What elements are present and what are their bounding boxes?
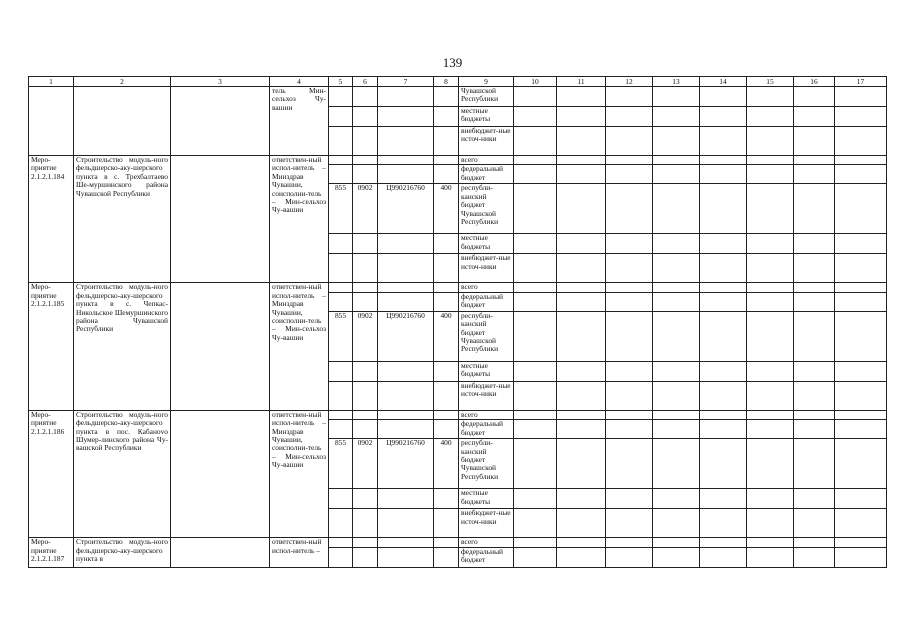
- value-cell: [514, 509, 557, 538]
- source-cell: местные бюджеты: [459, 234, 514, 254]
- source-cell: внебюджет-ные источ-ники: [459, 509, 514, 538]
- value-cell: [747, 283, 794, 292]
- value-cell: [557, 547, 606, 567]
- table-row: [29, 538, 887, 547]
- value-cell: [835, 156, 887, 165]
- value-cell: [700, 410, 747, 419]
- rzpr-cell: 0902: [353, 311, 378, 361]
- rzpr-cell: [353, 547, 378, 567]
- value-cell: [700, 254, 747, 283]
- value-cell: [835, 538, 887, 547]
- value-cell: [653, 165, 700, 184]
- source-cell: федеральный бюджет: [459, 292, 514, 311]
- value-cell: [747, 439, 794, 489]
- rzpr-cell: [353, 234, 378, 254]
- value-cell: [653, 489, 700, 509]
- rzpr-cell: 0902: [353, 439, 378, 489]
- value-cell: [835, 439, 887, 489]
- value-cell: [557, 489, 606, 509]
- col-header: 8: [434, 77, 459, 87]
- value-cell: [794, 509, 835, 538]
- csr-cell: [378, 292, 434, 311]
- source-cell: всего: [459, 283, 514, 292]
- value-cell: [794, 292, 835, 311]
- value-cell: [835, 381, 887, 410]
- rzpr-cell: [353, 509, 378, 538]
- value-cell: [794, 439, 835, 489]
- header-row: [29, 77, 887, 87]
- value-cell: [747, 184, 794, 234]
- col-header: 7: [378, 77, 434, 87]
- value-cell: [835, 420, 887, 439]
- value-cell: [514, 292, 557, 311]
- value-cell: [747, 509, 794, 538]
- col-header: 16: [794, 77, 835, 87]
- value-cell: [794, 381, 835, 410]
- vr-cell: [434, 234, 459, 254]
- value-cell: [835, 184, 887, 234]
- measure-name-cell: [74, 87, 171, 156]
- value-cell: [835, 509, 887, 538]
- value-cell: [557, 156, 606, 165]
- value-cell: [794, 165, 835, 184]
- value-cell: [514, 165, 557, 184]
- value-cell: [606, 311, 653, 361]
- value-cell: [557, 381, 606, 410]
- csr-cell: Ц990216760: [378, 439, 434, 489]
- value-cell: [700, 165, 747, 184]
- csr-cell: [378, 165, 434, 184]
- value-cell: [700, 547, 747, 567]
- rzpr-cell: [353, 292, 378, 311]
- col-header: 13: [653, 77, 700, 87]
- measure-name-cell: Строительство модуль-ного фельдшерско-аку-шерского пункта в: [74, 538, 171, 567]
- grbs-cell: [329, 381, 353, 410]
- col-header: 10: [514, 77, 557, 87]
- vr-cell: [434, 410, 459, 419]
- rzpr-cell: [353, 165, 378, 184]
- value-cell: [557, 361, 606, 381]
- col-header: 12: [606, 77, 653, 87]
- grbs-cell: [329, 254, 353, 283]
- value-cell: [557, 234, 606, 254]
- rzpr-cell: [353, 489, 378, 509]
- value-cell: [606, 234, 653, 254]
- value-cell: [653, 292, 700, 311]
- value-cell: [606, 381, 653, 410]
- value-cell: [557, 283, 606, 292]
- col3-cell: [171, 410, 270, 537]
- measure-name-cell: Строительство модуль-ного фельдшерско-аку-шерского пункта в с. Трехбалтаево Ше-муршинского района Чувашской Республики: [74, 156, 171, 283]
- responsible-cell: ответствен-ный испол-нитель – Минздрав Чувашии, соисполни-тель – Мин-сельхоз Чу-вашии: [270, 156, 329, 283]
- responsible-cell: тель Мин-сельхоз Чу-вашии: [270, 87, 329, 156]
- vr-cell: [434, 381, 459, 410]
- csr-cell: [378, 547, 434, 567]
- grbs-cell: [329, 509, 353, 538]
- value-cell: [514, 547, 557, 567]
- grbs-cell: 855: [329, 311, 353, 361]
- value-cell: [747, 489, 794, 509]
- value-cell: [653, 509, 700, 538]
- value-cell: [653, 538, 700, 547]
- col-header: 11: [557, 77, 606, 87]
- col-header: 14: [700, 77, 747, 87]
- value-cell: [794, 234, 835, 254]
- csr-cell: Ц990216760: [378, 184, 434, 234]
- col-header: 4: [270, 77, 329, 87]
- source-cell: республи-канский бюджет Чувашской Республики: [459, 439, 514, 489]
- value-cell: [606, 254, 653, 283]
- value-cell: [606, 292, 653, 311]
- grbs-cell: [329, 489, 353, 509]
- value-cell: [557, 410, 606, 419]
- value-cell: [514, 439, 557, 489]
- vr-cell: [434, 254, 459, 283]
- value-cell: [700, 234, 747, 254]
- value-cell: [653, 156, 700, 165]
- vr-cell: [434, 489, 459, 509]
- value-cell: [747, 254, 794, 283]
- value-cell: [747, 410, 794, 419]
- value-cell: [700, 292, 747, 311]
- value-cell: [747, 381, 794, 410]
- budget-table: [28, 76, 887, 568]
- source-cell: внебюджет-ные источ-ники: [459, 254, 514, 283]
- col3-cell: [171, 156, 270, 283]
- rzpr-cell: [353, 420, 378, 439]
- rzpr-cell: [353, 381, 378, 410]
- grbs-cell: [329, 234, 353, 254]
- vr-cell: [434, 509, 459, 538]
- responsible-cell: ответствен-ный испол-нитель – Минздрав Чувашии, соисполни-тель – Мин-сельхоз Чу-вашии: [270, 283, 329, 410]
- value-cell: [700, 489, 747, 509]
- value-cell: [700, 509, 747, 538]
- grbs-cell: 855: [329, 184, 353, 234]
- value-cell: [747, 234, 794, 254]
- grbs-cell: [329, 410, 353, 419]
- value-cell: [557, 538, 606, 547]
- col-header: 2: [74, 77, 171, 87]
- value-cell: [747, 420, 794, 439]
- source-cell: всего: [459, 410, 514, 419]
- responsible-cell: ответствен-ный испол-нитель – Минздрав Чувашии, соисполни-тель – Мин-сельхоз Чу-вашии: [270, 410, 329, 537]
- value-cell: [794, 538, 835, 547]
- grbs-cell: [329, 292, 353, 311]
- value-cell: [747, 547, 794, 567]
- csr-cell: [378, 234, 434, 254]
- value-cell: [514, 311, 557, 361]
- value-cell: [606, 538, 653, 547]
- value-cell: [514, 283, 557, 292]
- source-cell: федеральный бюджет: [459, 165, 514, 184]
- value-cell: [606, 439, 653, 489]
- value-cell: [514, 361, 557, 381]
- vr-cell: 400: [434, 439, 459, 489]
- csr-cell: [378, 410, 434, 419]
- value-cell: [514, 156, 557, 165]
- rzpr-cell: [353, 538, 378, 547]
- csr-cell: [378, 538, 434, 547]
- source-cell: всего: [459, 156, 514, 165]
- value-cell: [700, 361, 747, 381]
- value-cell: [606, 165, 653, 184]
- value-cell: [835, 547, 887, 567]
- csr-cell: [378, 420, 434, 439]
- source-cell: местные бюджеты: [459, 489, 514, 509]
- source-cell: федеральный бюджет: [459, 420, 514, 439]
- value-cell: [700, 184, 747, 234]
- vr-cell: [434, 165, 459, 184]
- value-cell: [653, 184, 700, 234]
- value-cell: [653, 254, 700, 283]
- value-cell: [747, 361, 794, 381]
- value-cell: [557, 311, 606, 361]
- value-cell: [653, 283, 700, 292]
- source-cell: Чувашской Республики: [459, 87, 514, 107]
- col-header: 17: [835, 77, 887, 87]
- value-cell: [747, 292, 794, 311]
- csr-cell: [378, 509, 434, 538]
- value-cell: [835, 311, 887, 361]
- measure-num-cell: Меро-приятие 2.1.2.1.186: [29, 410, 74, 537]
- value-cell: [514, 184, 557, 234]
- responsible-cell: ответствен-ный испол-нитель –: [270, 538, 329, 567]
- vr-cell: [434, 547, 459, 567]
- value-cell: [514, 410, 557, 419]
- measure-num-cell: [29, 87, 74, 156]
- value-cell: [700, 156, 747, 165]
- value-cell: [794, 410, 835, 419]
- value-cell: [606, 361, 653, 381]
- value-cell: [700, 311, 747, 361]
- table-row: [29, 410, 887, 419]
- value-cell: [835, 254, 887, 283]
- value-cell: [794, 311, 835, 361]
- value-cell: [700, 420, 747, 439]
- value-cell: [606, 184, 653, 234]
- value-cell: [606, 509, 653, 538]
- value-cell: [653, 234, 700, 254]
- rzpr-cell: [353, 283, 378, 292]
- source-cell: республи-канский бюджет Чувашской Республики: [459, 184, 514, 234]
- col-header: 15: [747, 77, 794, 87]
- value-cell: [557, 254, 606, 283]
- source-cell: всего: [459, 538, 514, 547]
- vr-cell: 400: [434, 184, 459, 234]
- vr-cell: [434, 156, 459, 165]
- page-number: 139: [442, 55, 463, 70]
- rzpr-cell: [353, 254, 378, 283]
- csr-cell: [378, 489, 434, 509]
- value-cell: [747, 538, 794, 547]
- value-cell: [514, 234, 557, 254]
- value-cell: [835, 489, 887, 509]
- grbs-cell: [329, 538, 353, 547]
- measure-name-cell: Строительство модуль-ного фельдшерско-аку-шерского пункта в с. Чепкас-Никольское Шемуршинского района Чувашской Республики: [74, 283, 171, 410]
- value-cell: [514, 254, 557, 283]
- measure-name-cell: Строительство модуль-ного фельдшерско-аку-шерского пункта в пос. Кабанovo Шумер-линского района Чу-вашской Республики: [74, 410, 171, 537]
- col-header: 3: [171, 77, 270, 87]
- col-header: 5: [329, 77, 353, 87]
- col-header: 9: [459, 77, 514, 87]
- vr-cell: [434, 283, 459, 292]
- value-cell: [794, 361, 835, 381]
- value-cell: [653, 311, 700, 361]
- csr-cell: [378, 361, 434, 381]
- col3-cell: [171, 283, 270, 410]
- csr-cell: [378, 254, 434, 283]
- value-cell: [835, 283, 887, 292]
- grbs-cell: [329, 283, 353, 292]
- grbs-cell: [329, 156, 353, 165]
- measure-num-cell: Меро-приятие 2.1.2.1.187: [29, 538, 74, 567]
- value-cell: [514, 538, 557, 547]
- grbs-cell: [329, 165, 353, 184]
- value-cell: [606, 547, 653, 567]
- value-cell: [606, 420, 653, 439]
- vr-cell: [434, 361, 459, 381]
- value-cell: [557, 509, 606, 538]
- table-row: [29, 87, 887, 107]
- value-cell: [653, 420, 700, 439]
- value-cell: [606, 283, 653, 292]
- value-cell: [700, 381, 747, 410]
- value-cell: [794, 283, 835, 292]
- csr-cell: [378, 381, 434, 410]
- value-cell: [700, 283, 747, 292]
- source-cell: федеральный бюджет: [459, 547, 514, 567]
- value-cell: [514, 381, 557, 410]
- table-row: [29, 283, 887, 292]
- value-cell: [794, 184, 835, 234]
- source-cell: республи-канский бюджет Чувашской Республики: [459, 311, 514, 361]
- value-cell: [835, 165, 887, 184]
- measure-num-cell: Меро-приятие 2.1.2.1.184: [29, 156, 74, 283]
- value-cell: [794, 254, 835, 283]
- value-cell: [514, 420, 557, 439]
- table-row: [29, 156, 887, 165]
- value-cell: [557, 184, 606, 234]
- rzpr-cell: [353, 361, 378, 381]
- value-cell: [606, 489, 653, 509]
- value-cell: [557, 420, 606, 439]
- col3-cell: [171, 538, 270, 567]
- value-cell: [794, 547, 835, 567]
- rzpr-cell: [353, 410, 378, 419]
- value-cell: [653, 439, 700, 489]
- value-cell: [557, 292, 606, 311]
- vr-cell: [434, 420, 459, 439]
- value-cell: [606, 410, 653, 419]
- csr-cell: [378, 283, 434, 292]
- value-cell: [700, 439, 747, 489]
- value-cell: [747, 165, 794, 184]
- col-header: 1: [29, 77, 74, 87]
- value-cell: [557, 165, 606, 184]
- value-cell: [700, 538, 747, 547]
- value-cell: [835, 410, 887, 419]
- grbs-cell: [329, 361, 353, 381]
- grbs-cell: [329, 547, 353, 567]
- grbs-cell: 855: [329, 439, 353, 489]
- source-cell: местные бюджеты: [459, 361, 514, 381]
- measure-num-cell: Меро-приятие 2.1.2.1.185: [29, 283, 74, 410]
- vr-cell: [434, 292, 459, 311]
- value-cell: [794, 156, 835, 165]
- value-cell: [835, 361, 887, 381]
- col3-cell: [171, 87, 270, 156]
- value-cell: [606, 156, 653, 165]
- value-cell: [747, 156, 794, 165]
- source-cell: местные бюджеты: [459, 107, 514, 127]
- value-cell: [835, 234, 887, 254]
- source-cell: внебюджет-ные источ-ники: [459, 381, 514, 410]
- value-cell: [653, 547, 700, 567]
- value-cell: [653, 410, 700, 419]
- value-cell: [794, 420, 835, 439]
- rzpr-cell: 0902: [353, 184, 378, 234]
- grbs-cell: [329, 420, 353, 439]
- vr-cell: 400: [434, 311, 459, 361]
- value-cell: [835, 292, 887, 311]
- rzpr-cell: [353, 156, 378, 165]
- csr-cell: Ц990216760: [378, 311, 434, 361]
- value-cell: [557, 439, 606, 489]
- vr-cell: [434, 538, 459, 547]
- csr-cell: [378, 156, 434, 165]
- value-cell: [514, 489, 557, 509]
- value-cell: [653, 361, 700, 381]
- source-cell: внебюджет-ные источ-ники: [459, 127, 514, 156]
- value-cell: [653, 381, 700, 410]
- value-cell: [794, 489, 835, 509]
- col-header: 6: [353, 77, 378, 87]
- value-cell: [747, 311, 794, 361]
